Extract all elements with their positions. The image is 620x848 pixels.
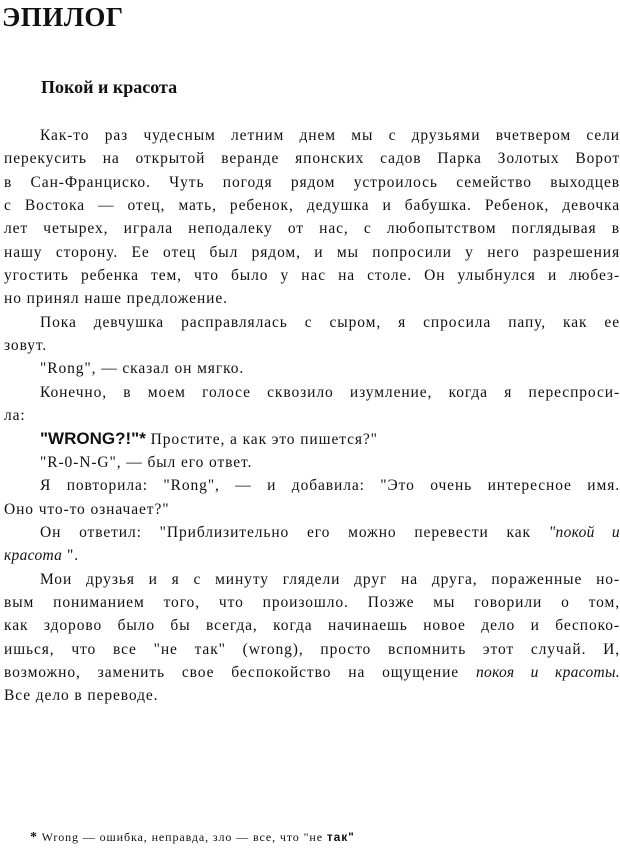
text-line: "Rong", — сказал он мягко. (40, 360, 245, 378)
text-fragment: ". (62, 547, 80, 565)
text-line: с Востока — отец, мать, ребенок, дедушка и бабушка. Ребенок, девочка (4, 197, 620, 215)
text-line: Я повторила: "Rong", — и добавила: "Это очень интересное имя. (40, 477, 620, 495)
text-fragment: возможно, заменить свое беспокойство на ощущение (4, 663, 476, 681)
footnote-mark: * (30, 830, 38, 845)
text-line: зовут. (4, 337, 48, 355)
footnote-text: Wrong — ошибка, неправда, зло — все, что "не (37, 830, 327, 844)
text-line: "R-0-N-G", — был его ответ. (40, 453, 253, 471)
wrong-exclamation: "WRONG?!"* (40, 429, 146, 449)
text-fragment: Он ответил: "Приблизительно его можно перевести как (40, 523, 549, 541)
text-line (4, 427, 620, 450)
text-line: Мои друзья и я с минуту глядели друг на друга, пораженные но- (40, 570, 620, 588)
footnote-bold-end: так" (326, 830, 355, 844)
text-line: ишься, что все "не так" (wrong), просто вспомнить этот случай. И, (4, 640, 620, 658)
text-line: угостить ребенка тем, что было у нас на столе. Он улыбнулся и любез- (4, 267, 620, 285)
text-line: лет четырех, играла неподалеку от нас, с любопытством поглядывая в (4, 220, 620, 238)
footnote (30, 830, 355, 845)
text-line: Оно что-то означает?" (4, 500, 170, 518)
text-line: как здорово было бы всегда, когда начинаешь новое дело и беспоко- (4, 617, 620, 635)
italic-fragment: покоя и красоты. (475, 663, 620, 681)
text-line (4, 661, 620, 684)
italic-fragment: "покой и (548, 523, 620, 541)
text-fragment: Простите, а как это пишется?" (145, 431, 378, 449)
text-line: ла: (4, 407, 26, 425)
text-line: Пока девчушка расправлялась с сыром, я спросила папу, как ее (40, 313, 620, 331)
section-title: Покой и красота (41, 77, 178, 97)
text-line: в Сан-Франциско. Чуть погодя рядом устроилось семейство выходцев (4, 173, 620, 191)
text-line: перекусить на открытой веранде японских садов Парка Золотых Ворот (4, 150, 620, 168)
text-line: нашу сторону. Ее отец был рядом, и мы попросили у него разрешения (4, 243, 620, 261)
chapter-title: ЭПИЛОГ (2, 2, 124, 32)
text-line: Все дело в переводе. (4, 687, 159, 705)
text-line: Как-то раз чудесным летним днем мы с друзьями вчетвером сели (40, 127, 620, 144)
italic-fragment: красота (4, 547, 63, 565)
text-line: вым пониманием того, что произошло. Позже мы говорили о том, (4, 593, 620, 611)
text-line: но принял наше предложение. (4, 290, 228, 308)
text-line (4, 544, 620, 567)
body-text (4, 124, 620, 708)
text-line: Конечно, в моем голосе сквозило изумление, когда я переспроси- (40, 383, 620, 401)
text-line (4, 521, 620, 544)
